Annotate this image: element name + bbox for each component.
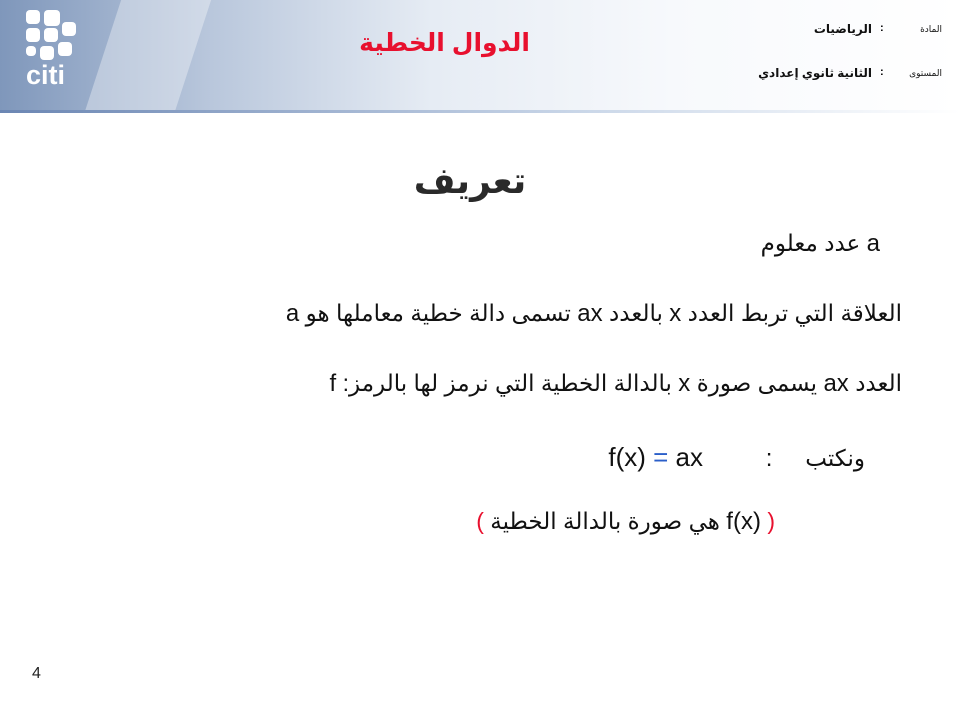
line5-fx: f(x) <box>726 508 761 535</box>
line1-text: عدد معلوم <box>760 230 861 256</box>
subject-separator: : <box>880 22 884 34</box>
line2-var-x: x <box>669 300 682 327</box>
definition-heading: تعريف <box>413 160 527 201</box>
var-a: a <box>866 230 880 257</box>
definition-line-4 <box>608 442 865 473</box>
logo-text: citi <box>26 60 66 90</box>
level-value: الثانية ثانوي إعدادي <box>758 66 872 80</box>
definition-line-5 <box>476 508 775 536</box>
line2-var-a: a <box>285 300 300 327</box>
line2-var-ax: ax <box>577 300 603 327</box>
subject-value: الرياضيات <box>813 22 872 36</box>
line3-var-x: x <box>678 370 691 397</box>
equation <box>608 442 703 472</box>
level-separator: : <box>880 66 884 78</box>
write-label: ونكتب <box>805 445 865 471</box>
line2-text-2: بالعدد <box>609 300 663 326</box>
definition-line-1 <box>761 230 880 258</box>
line2-text-3: تسمى دالة خطية معاملها هو <box>305 300 571 326</box>
close-paren: ) <box>476 508 484 534</box>
definition-line-3 <box>330 370 902 398</box>
slide-header <box>0 0 960 112</box>
write-colon: : <box>765 445 773 472</box>
eq-equals: = <box>653 442 669 472</box>
line3-text-3: بالدالة الخطية التي نرمز لها بالرمز: <box>342 370 672 396</box>
line3-var-f: f <box>329 370 337 397</box>
line3-text-1: العدد <box>855 370 902 396</box>
eq-fx: f(x) <box>608 442 646 472</box>
open-paren: ( <box>767 508 775 534</box>
line2-text-1: العلاقة التي تربط العدد <box>687 300 902 326</box>
line5-text: هي صورة بالدالة الخطية <box>490 508 720 534</box>
page-number: 4 <box>32 665 41 682</box>
subject-label: المادة <box>920 24 942 34</box>
line3-text-2: يسمى صورة <box>696 370 818 396</box>
eq-ax: ax <box>675 442 704 472</box>
page-title: الدوال الخطية <box>359 29 530 57</box>
definition-line-2 <box>286 300 902 328</box>
header-divider <box>0 110 960 113</box>
level-label: المستوى <box>909 68 942 78</box>
line3-var-ax: ax <box>823 370 849 397</box>
